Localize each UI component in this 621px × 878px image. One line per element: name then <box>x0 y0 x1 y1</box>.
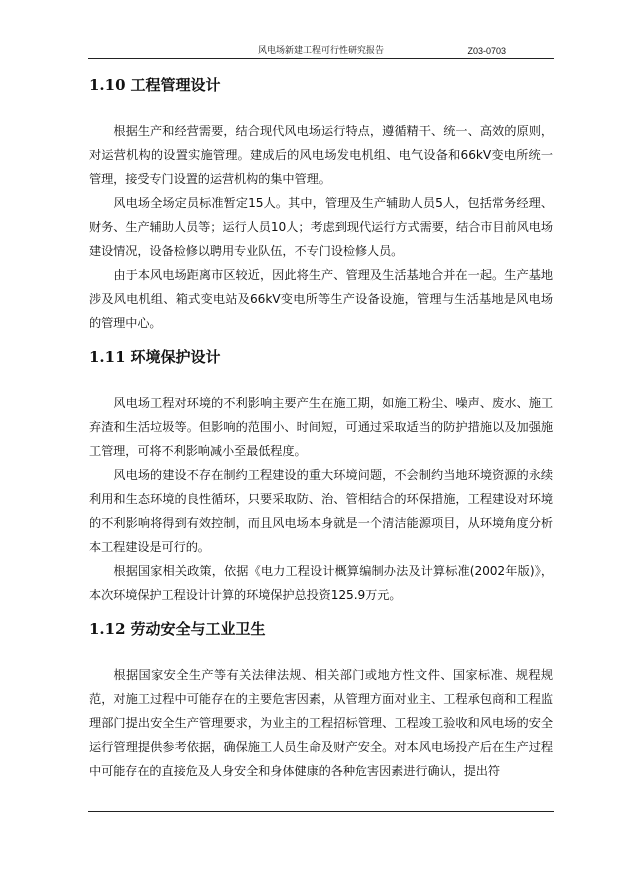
section-number: 1.12 <box>89 620 126 638</box>
section-number: 1.10 <box>89 76 126 94</box>
section-title: 环境保护设计 <box>130 348 221 366</box>
footer-divider <box>88 811 554 812</box>
section-title: 工程管理设计 <box>130 76 221 94</box>
document-body <box>89 73 553 783</box>
header-divider <box>88 58 554 59</box>
paragraph: 根据生产和经营需要，结合现代风电场运行特点，遵循精干、统一、高效的原则，对运营机构的设置实施管理。建成后的风电场发电机组、电气设备和66kV变电所统一管理，接受专门设置的运营机构的集中管理。 <box>89 124 553 186</box>
paragraph: 风电场工程对环境的不利影响主要产生在施工期，如施工粉尘、噪声、废水、施工弃渣和生活垃圾等。但影响的范围小、时间短，可通过采取适当的防护措施以及加强施工管理，可将不利影响减小至最低程度。 <box>89 396 553 458</box>
paragraph: 风电场全场定员标准暂定15人。其中，管理及生产辅助人员5人，包括常务经理、财务、生产辅助人员等；运行人员10人；考虑到现代运行方式需要，结合市目前风电场建设情况，设备检修以聘用专业队伍，不专门设检修人员。 <box>89 196 553 258</box>
section-title: 劳动安全与工业卫生 <box>130 620 266 638</box>
header-title: 风电场新建工程可行性研究报告 <box>258 46 385 56</box>
paragraph: 根据国家相关政策，依据《电力工程设计概算编制办法及计算标准(2002年版)》，本次环境保护工程设计计算的环境保护总投资125.9万元。 <box>89 564 553 602</box>
header-document-code: Z03-0703 <box>467 46 506 56</box>
section-heading-1-10 <box>89 73 553 97</box>
section-heading-1-12 <box>89 617 553 641</box>
paragraph: 风电场的建设不存在制约工程建设的重大环境问题，不会制约当地环境资源的永续利用和生态环境的良性循环，只要采取防、治、管相结合的环保措施，工程建设对环境的不利影响将得到有效控制，而且风电场本身就是一个清洁能源项目，从环境角度分析本工程建设是可行的。 <box>89 468 553 554</box>
paragraph: 由于本风电场距离市区较近，因此将生产、管理及生活基地合并在一起。生产基地涉及风电机组、箱式变电站及66kV变电所等生产设备设施，管理与生活基地是风电场的管理中心。 <box>89 268 553 330</box>
paragraph: 根据国家安全生产等有关法律法规、相关部门或地方性文件、国家标准、规程规范，对施工过程中可能存在的主要危害因素，从管理方面对业主、工程承包商和工程监理部门提出安全生产管理要求，为业主的工程招标管理、工程竣工验收和风电场的安全运行管理提供参考依据，确保施工人员生命及财产安全。对本风电场投产后在生产过程中可能存在的直接危及人身安全和身体健康的各种危害因素进行确认，提出符 <box>89 668 553 778</box>
section-number: 1.11 <box>89 348 126 366</box>
page-header <box>90 44 554 58</box>
section-heading-1-11 <box>89 345 553 369</box>
